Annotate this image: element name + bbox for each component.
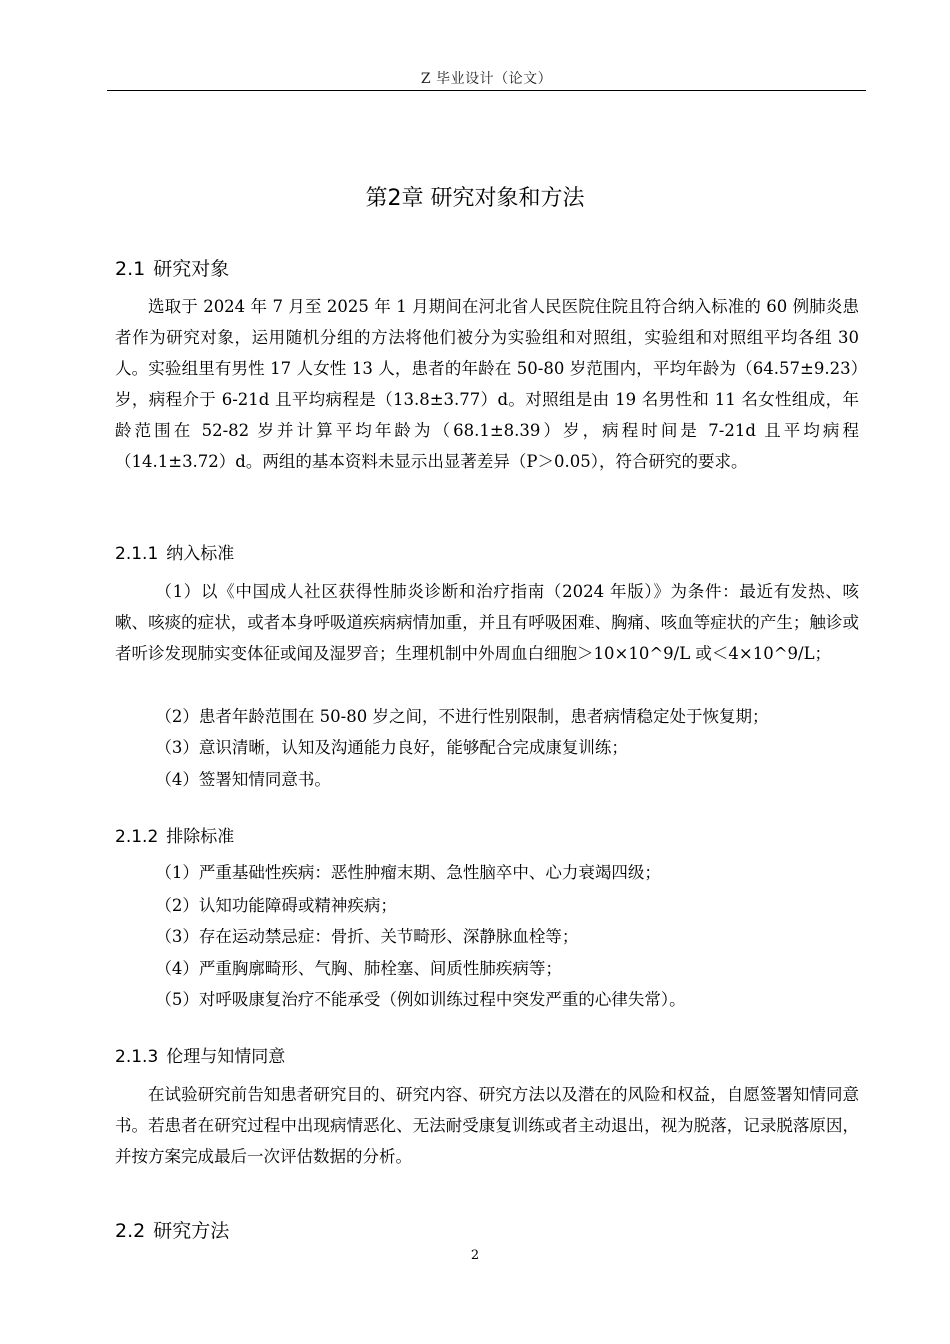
exclusion-item-4: （4）严重胸廓畸形、气胸、肺栓塞、间质性肺疾病等； — [155, 959, 562, 978]
section-number: 2.1.1 — [115, 544, 159, 564]
inclusion-item-2: （2）患者年龄范围在 50-80 岁之间，不进行性别限制，患者病情稳定处于恢复期； — [155, 707, 769, 726]
section-heading-2-1-1 — [115, 539, 234, 564]
header-rule — [107, 90, 866, 91]
section-heading-2-1-3 — [115, 1042, 285, 1067]
exclusion-item-3: （3）存在运动禁忌症：骨折、关节畸形、深静脉血栓等； — [155, 927, 579, 946]
section-number: 2.2 — [115, 1220, 146, 1242]
section-number: 2.1.3 — [115, 1047, 159, 1067]
section-heading-2-1-2 — [115, 822, 234, 847]
section-number: 2.1 — [115, 258, 146, 280]
section-number: 2.1.2 — [115, 827, 159, 847]
section-title: 研究方法 — [153, 1220, 230, 1242]
exclusion-item-1: （1）严重基础性疾病：恶性肿瘤末期、急性脑卒中、心力衰竭四级； — [155, 863, 661, 882]
running-header: Z 毕业设计（论文） — [420, 71, 553, 87]
section-title: 研究对象 — [153, 258, 230, 280]
inclusion-item-3: （3）意识清晰，认知及沟通能力良好，能够配合完成康复训练； — [155, 738, 628, 757]
page-number: 2 — [470, 1248, 480, 1263]
section-title: 排除标准 — [166, 827, 235, 847]
exclusion-item-2: （2）认知功能障碍或精神疾病； — [155, 896, 397, 915]
exclusion-item-5: （5）对呼吸康复治疗不能承受（例如训练过程中突发严重的心律失常）。 — [155, 990, 686, 1009]
section-heading-2-2 — [115, 1216, 229, 1243]
inclusion-item-1: （1）以《中国成人社区获得性肺炎诊断和治疗指南（2024 年版）》为条件：最近有发热、咳嗽、咳痰的症状，或者本身呼吸道疾病病情加重，并且有呼吸困难、胸痛、咳血等症状的产生；触诊或者听诊发现肺实变体征或闻及湿罗音；生理机制中外周血白细胞＞10×10^9/L 或＜4×10^9/L； — [115, 582, 859, 663]
chapter-title: 第2章 研究对象和方法 — [365, 186, 585, 211]
section-title: 伦理与知情同意 — [166, 1047, 286, 1067]
inclusion-item-4: （4）签署知情同意书。 — [155, 770, 331, 789]
section-2-1-paragraph: 选取于 2024 年 7 月至 2025 年 1 月期间在河北省人民医院住院且符合纳入标准的 60 例肺炎患者作为研究对象，运用随机分组的方法将他们被分为实验组和对照组，实验组和对照组平均各组 30 人。实验组里有男性 17 人女性 13 人，患者的年龄在 50-80 岁范围内，平均年龄为（64.57±9.23）岁，病程介于 6-21d 且平均病程是（13.8±3.77）d。对照组是由 19 名男性和 11 名女性组成，年龄范围在 52-82 岁并计算平均年龄为（68.1±8.39）岁，病程时间是 7-21d 且平均病程（14.1±3.72）d。两组的基本资料未显示出显著差异（P＞0.05），符合研究的要求。 — [115, 297, 859, 471]
section-heading-2-1 — [115, 254, 229, 281]
section-2-1-3-paragraph: 在试验研究前告知患者研究目的、研究内容、研究方法以及潜在的风险和权益，自愿签署知情同意书。若患者在研究过程中出现病情恶化、无法耐受康复训练或者主动退出，视为脱落，记录脱落原因，并按方案完成最后一次评估数据的分析。 — [115, 1085, 859, 1166]
section-title: 纳入标准 — [166, 544, 235, 564]
